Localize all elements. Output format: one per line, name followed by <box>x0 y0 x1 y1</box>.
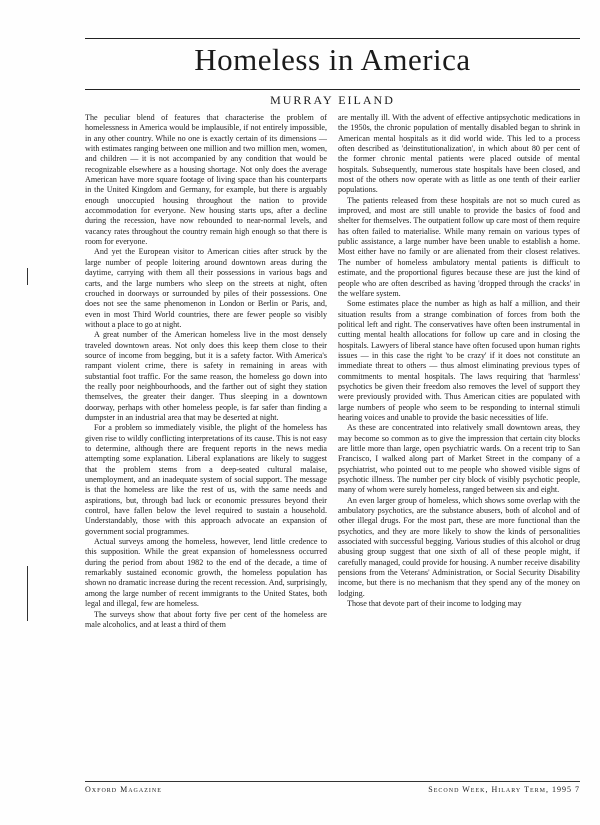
paragraph: are mentally ill. With the advent of effective antipsychotic medications in the 1950s, the chronic population of mentally disabled began to shrink in American mental hospitals as it did world wide. This led to a process often described as 'deinstitutionalization', in which about 80 per cent of the former chronic mental patients were placed outside of mental hospitals. Subsequently, numerous state hospitals have been closed, and most of the others now operate with as little as one tenth of their earlier populations. <box>338 113 580 195</box>
left-column <box>85 113 327 630</box>
article-author: MURRAY EILAND <box>270 93 395 107</box>
paragraph: Some estimates place the number as high as half a million, and their situation results from a strange combination of forces from both the political left and right. The conservatives have often been instrumental in cutting mental health allocations for follow up care and in closing the hospitals. Lawyers of liberal stance have often focused upon human rights issues — in this case the right 'to be crazy' if it does not constitute an immediate threat to others — thus almost eliminating previous types of commitments to mental hospitals. The laws requiring that 'harmless' psychotics be given their freedom also removes the level of support they were previously provided with. Thus American cities are populated with large numbers of people who seem to be responding to internal stimuli hearing voices and unable to provide the basic necessities of life. <box>338 299 580 422</box>
paragraph: A great number of the American homeless live in the most densely traveled downtown areas. Not only does this keep them close to their source of income from begging, but it is a safety factor. With America's rampant violent crime, there is safety in remaining in areas with substantial foot traffic. For the same reason, the homeless go down into the really poor neighbourhoods, and the farther out of sight they station themselves, the greater their danger. Thus sleeping in a downtown doorway, perhaps with other homeless people, is far safer than finding a dumpster in an industrial area that may be deserted at night. <box>85 330 327 422</box>
footer-publication: Oxford Magazine <box>85 785 162 794</box>
footer-issue-page: Second Week, Hilary Term, 1995 7 <box>428 785 580 794</box>
title-top-rule <box>85 38 580 39</box>
paragraph: Actual surveys among the homeless, however, lend little credence to this supposition. While the great expansion of homelessness occurred during the period from about 1982 to the end of the decade, a time of remarkably sustained economic growth, the homeless population has shown no dramatic increase during the recent recession. And, surprisingly, among the large number of recent immigrants to the United States, both legal and illegal, few are homeless. <box>85 537 327 609</box>
right-column <box>338 113 580 610</box>
paragraph: An even larger group of homeless, which shows some overlap with the ambulatory psychotics, are the substance abusers, both of alcohol and of other illegal drugs. For the most part, these are more functional than the psychotics, and they are more likely to show the kinds of personalities associated with successful begging. Various studies of this alcohol or drug abusing group suggest that one sixth of all of these people might, if carefully managed, could provide for housing. A number receive disability pensions from the Veterans' Administration, or Social Security Disability income, but there is no mechanism that they spend any of the money on lodging. <box>338 495 580 598</box>
paragraph: And yet the European visitor to American cities after struck by the large number of people loitering around downtown areas during the daytime, carrying with them all their possessions in various bags and carts, and the large numbers who sleep on the streets at night, often crouched in doorways or surrounded by piles of their possessions. One does not see the same phenomenon in London or Berlin or Paris, and, even in most Third World countries, there are fewer people so visibly without a place to go at night. <box>85 247 327 329</box>
margin-mark <box>27 566 28 621</box>
title-bottom-rule <box>85 89 580 90</box>
paragraph: The patients released from these hospitals are not so much cured as improved, and most are still unable to provide the basics of food and shelter for themselves. The outpatient follow up care most of them require has often failed to materialise. While many remain on various types of public assistance, a large number have been unable to establish a home. Most either have no family or are alienated from their closest relatives. The number of homeless ambulatory mental patients is difficult to estimate, and the proportional figures because these are just the kind of people who are often described as having 'dropped through the cracks' in the welfare system. <box>338 195 580 298</box>
paragraph: The surveys show that about forty five per cent of the homeless are male alcoholics, and at least a third of them <box>85 609 327 629</box>
paragraph: The peculiar blend of features that characterise the problem of homelessness in America would be implausible, if not entirely impossible, in any other country. While no one is exactly certain of its dimensions — with estimates ranging between one million and two million men, women, and children — it is not accompanied by any condition that would be recognizable elsewhere as a housing shortage. Not only does the average American have more square footage of living space than his counterparts in the United Kingdom and Germany, for example, but there is arguably enough unoccupied housing throughout the nation to provide accommodation for everyone. New housing starts ups, after a decline during the recession, have now rebounded to near-normal levels, and vacancy rates throughout the country remain high enough so that there is room for everyone. <box>85 113 327 247</box>
article-title: Homeless in America <box>194 42 471 77</box>
footer-rule <box>85 781 580 782</box>
margin-mark <box>27 268 28 285</box>
paragraph: As these are concentrated into relatively small downtown areas, they may become so common as to give the impression that certain city blocks are little more than large, open psychiatric wards. On a recent trip to San Francisco, I walked along part of Market Street in the company of a psychiatrist, who pointed out to me people who showed visible signs of psychotic illness. The number per city block of visibly psychotic people, many of whom were surely homeless, ranged between six and eight. <box>338 423 580 495</box>
paragraph: Those that devote part of their income to lodging may <box>347 599 522 609</box>
paragraph: For a problem so immediately visible, the plight of the homeless has given rise to wildly conflicting interpretations of its cause. This is not easy to determine, although there are frequent reports in the news media attempting some explanation. Liberal explanations are likely to suggest that the problem stems from a deep-seated cultural malaise, unemployment, and an inadequate system of social support. The message is that the homeless are like the rest of us, with the same needs and aspirations, but, through bad luck or economic pressures beyond their control, have fallen below the level required to sustain a household. Understandably, those with this approach advocate an expansion of government social programmes. <box>85 423 327 536</box>
